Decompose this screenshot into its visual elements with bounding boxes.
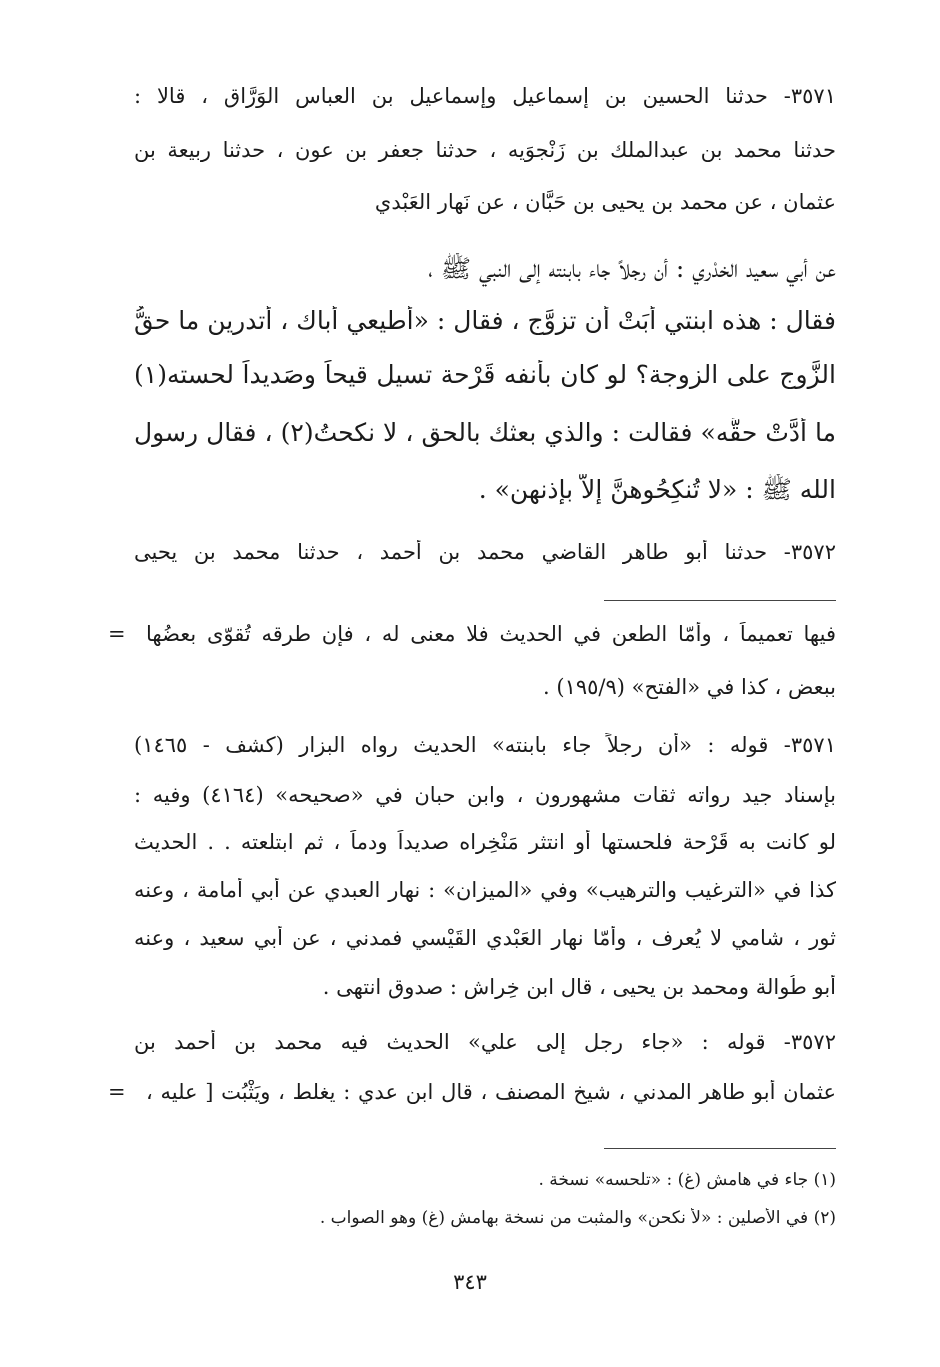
commentary-line: ببعض ، كذا في «الفتح» (١٩٥/٩) . <box>543 675 836 699</box>
page-number: ٣٤٣ <box>453 1270 487 1294</box>
footnote: (١) جاء في هامش (غ) : «تلحسه» نسخة . <box>538 1170 836 1190</box>
commentary-line: بإسناد جيد رواته ثقات مشهورون ، وابن حبان في «صحيحه» (٤١٦٤) وفيه : <box>134 783 836 807</box>
isnad-line: حدثنا محمد بن عبدالملك بن زَنْجوَيه ، حدثنا جعفر بن عون ، حدثنا ربيعة بن <box>134 138 836 162</box>
matn-line: الله ﷺ : «لا تُنكِحُوهنَّ إلاَّ بإذنهن» . <box>478 475 836 504</box>
matn-line: عن أبي سعيد الخدْري : أن رجلاً جاء بابنته إلى النبي ﷺ ، <box>428 254 836 283</box>
matn-line: فقال : هذه ابنتي أبَتْ أن تزوَّج ، فقال : «أطيعي أباك ، أتدرين ما حقُّ <box>134 306 836 335</box>
continuation-mark: = <box>108 622 126 646</box>
separator-rule <box>604 600 836 601</box>
commentary-line: ٣٥٧٢- قوله : «جاء رجل إلى علي» الحديث فيه محمد بن أحمد بن <box>134 1030 836 1054</box>
commentary-line: عثمان أبو طاهر المدني ، شيخ المصنف ، قال ابن عدي : يغلط ، ويَثْبُت [ عليه ، <box>146 1080 836 1104</box>
commentary-line: كذا في «الترغيب والترهيب» وفي «الميزان» : نهار العبدي عن أبي أمامة ، وعنه <box>134 878 836 902</box>
commentary-line: ٣٥٧١- قوله : «أن رجلاً جاء بابنته» الحديث رواه البزار (كشف - ١٤٦٥) <box>134 733 836 757</box>
isnad-line: عثمان ، عن محمد بن يحيى بن حَبَّان ، عن نَهار العَبْدي <box>374 190 836 214</box>
continuation-mark: = <box>108 1080 126 1104</box>
commentary-line: ثور ، شامي لا يُعرف ، وأمّا نهار العَبْدي القَيْسي فمدني ، عن أبي سعيد ، وعنه <box>134 926 836 950</box>
commentary-line: فيها تعميماً ، وأمّا الطعن في الحديث فلا معنى له ، فإن طرقه تُقوّى بعضُها <box>146 622 836 646</box>
footnote-rule <box>604 1148 836 1149</box>
footnote: (٢) في الأصلين : «لأ نكحن» والمثبت من نسخة بهامش (غ) وهو الصواب . <box>319 1208 836 1228</box>
matn-line: الزَّوج على الزوجة؟ لو كان بأنفه قَرْحة تسيل قيحاً وصَديداً لحسته(١) <box>134 360 836 389</box>
isnad-line: ٣٥٧١- حدثنا الحسين بن إسماعيل وإسماعيل بن العباس الوَرَّاق ، قالا : <box>134 84 836 108</box>
isnad-line: ٣٥٧٢- حدثنا أبو طاهر القاضي محمد بن أحمد ، حدثنا محمد بن يحيى <box>134 540 836 564</box>
commentary-line: أبو طُوالة ومحمد بن يحيى ، قال ابن خِراش : صدوق انتهى . <box>322 975 836 999</box>
commentary-line: لو كانت به قَرْحة فلحستها أو انتثر مَنْخِراه صديداً ودماً ، ثم ابتلعته . . الحديث <box>134 830 836 854</box>
matn-line: ما أدَّتْ حقَّه» فقالت : والذي بعثك بالحق ، لا نكحتُ(٢) ، فقال رسول <box>134 418 836 447</box>
